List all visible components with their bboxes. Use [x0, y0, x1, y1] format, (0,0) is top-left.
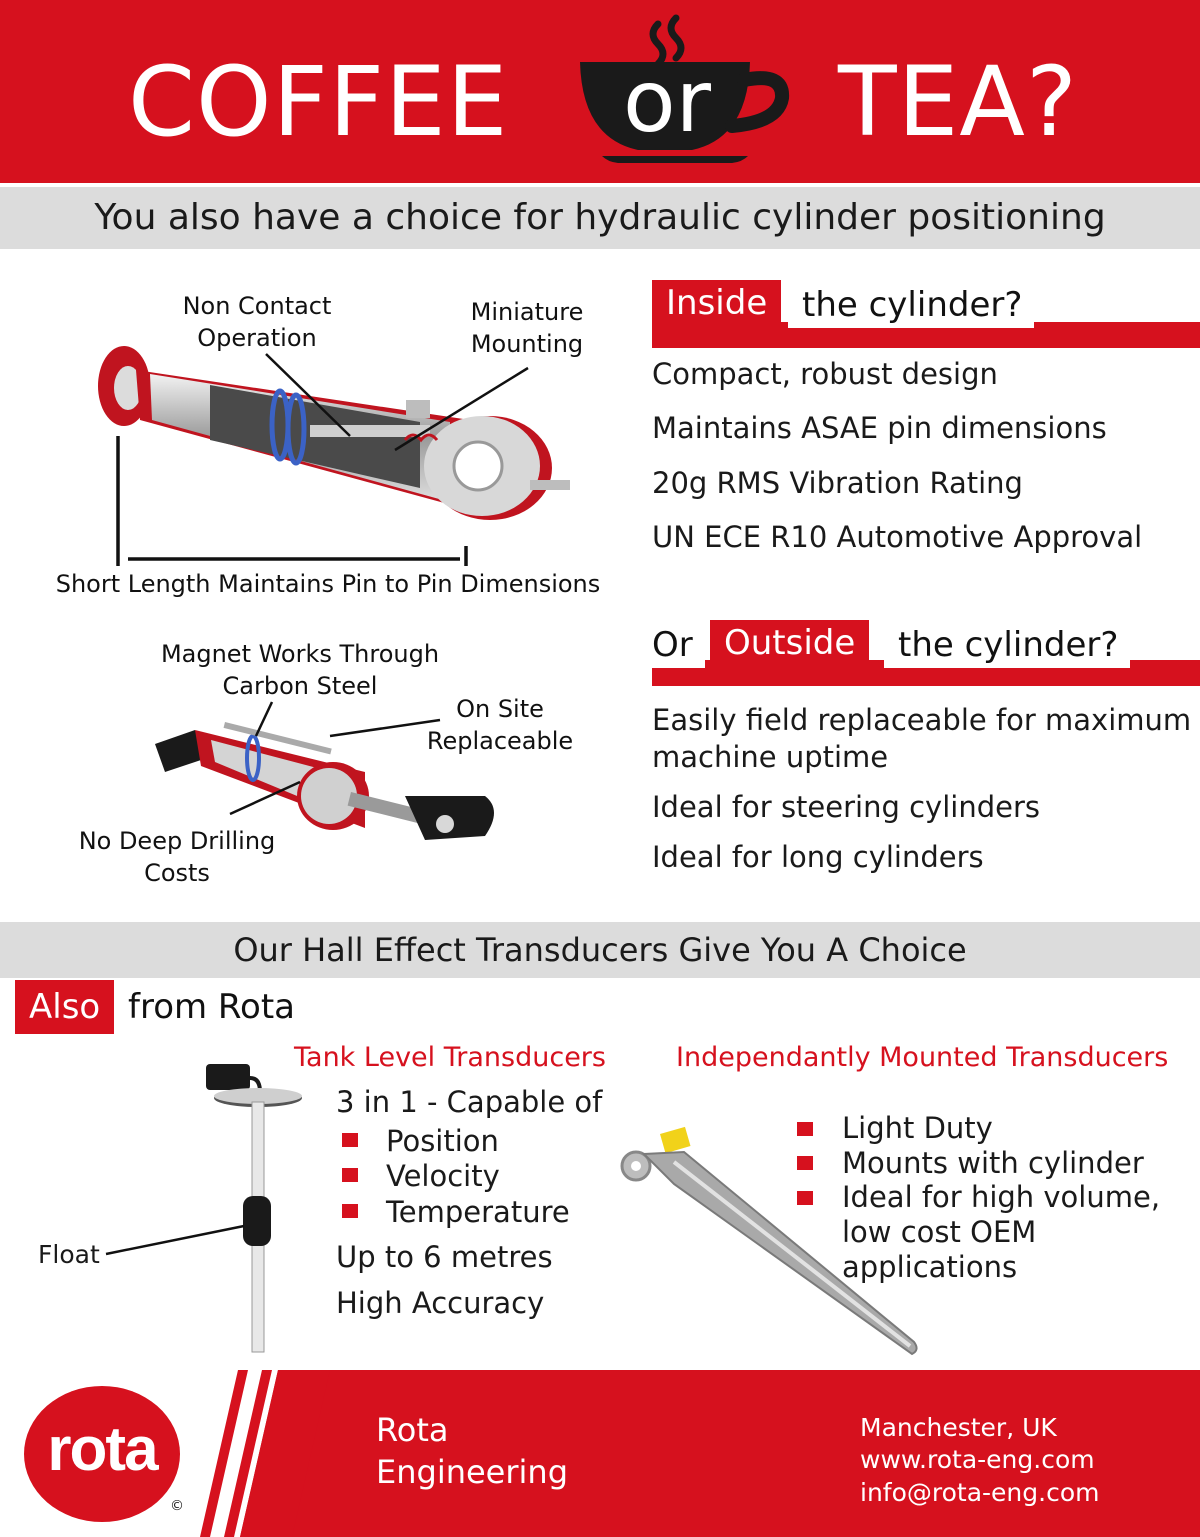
inside-leader-lines — [0, 340, 620, 580]
footer-stripes — [200, 1370, 330, 1537]
tank-extra-accuracy: High Accuracy — [336, 1286, 545, 1320]
bullet-marker — [797, 1191, 813, 1205]
independent-bullet-light-duty: Light Duty — [842, 1111, 993, 1145]
tank-bullet-velocity: Velocity — [386, 1159, 500, 1193]
outside-heading: the cylinder? — [884, 622, 1130, 668]
tank-bullet-position: Position — [386, 1124, 499, 1158]
outside-prefix: Or — [652, 622, 705, 668]
bullet-marker — [797, 1122, 813, 1136]
tea-word: TEA? — [838, 46, 1078, 158]
choice-band: Our Hall Effect Transducers Give You A Choice — [0, 922, 1200, 978]
inside-feature-3: 20g RMS Vibration Rating — [652, 466, 1023, 500]
also-highlight: Also — [15, 980, 114, 1034]
tank-level-title: Tank Level Transducers — [294, 1042, 606, 1073]
rota-logo-text: rota — [47, 1415, 157, 1484]
coffee-word: COFFEE — [128, 46, 509, 158]
callout-short-length: Short Length Maintains Pin to Pin Dimensions — [55, 570, 601, 598]
footer-email-link[interactable]: info@rota-eng.com — [860, 1478, 1100, 1507]
callout-non-contact-text: Non Contact Operation — [182, 292, 332, 352]
header-banner — [0, 0, 1200, 183]
tank-extra-range: Up to 6 metres — [336, 1240, 553, 1274]
inside-heading: the cylinder? — [788, 282, 1034, 328]
company-name-line2: Engineering — [376, 1453, 568, 1491]
outside-feature-3: Ideal for long cylinders — [652, 840, 984, 874]
bullet-marker — [342, 1204, 358, 1218]
callout-on-site-text: On Site Replaceable — [426, 695, 574, 755]
company-name-line1: Rota — [376, 1411, 449, 1449]
callout-miniature-text: Miniature Mounting — [470, 298, 584, 358]
callout-no-drilling-text: No Deep Drilling Costs — [78, 827, 276, 887]
outside-feature-1: Easily field replaceable for maximum machine uptime — [652, 703, 1192, 774]
also-heading: from Rota — [128, 987, 295, 1027]
inside-highlight: Inside — [652, 280, 781, 328]
float-label: Float — [38, 1240, 100, 1269]
bullet-marker — [342, 1133, 358, 1147]
tank-bullet-temperature: Temperature — [386, 1195, 570, 1229]
float-leader-line — [100, 1220, 250, 1260]
bullet-marker — [342, 1168, 358, 1182]
outside-leader-lines — [0, 690, 620, 850]
independent-title: Independantly Mounted Transducers — [676, 1042, 1169, 1073]
subtitle-band: You also have a choice for hydraulic cylinder positioning — [0, 187, 1200, 249]
bullet-marker — [797, 1156, 813, 1170]
independent-bullet-high-volume: Ideal for high volume, low cost OEM applications — [842, 1180, 1161, 1284]
tank-level-transducer-illustration — [196, 1058, 306, 1358]
outside-feature-2: Ideal for steering cylinders — [652, 790, 1040, 824]
footer-location: Manchester, UK — [860, 1413, 1057, 1442]
inside-feature-2: Maintains ASAE pin dimensions — [652, 411, 1107, 445]
footer — [0, 1370, 1200, 1537]
independent-bullet-mounts: Mounts with cylinder — [842, 1146, 1144, 1180]
or-word: or — [623, 52, 711, 152]
outside-highlight: Outside — [710, 620, 869, 668]
tank-level-intro: 3 in 1 - Capable of — [336, 1085, 603, 1119]
inside-feature-1: Compact, robust design — [652, 357, 998, 391]
footer-website-link[interactable]: www.rota-eng.com — [860, 1445, 1095, 1474]
inside-feature-4: UN ECE R10 Automotive Approval — [652, 520, 1143, 554]
callout-magnet-text: Magnet Works Through Carbon Steel — [160, 640, 440, 700]
copyright-symbol: © — [170, 1498, 184, 1514]
